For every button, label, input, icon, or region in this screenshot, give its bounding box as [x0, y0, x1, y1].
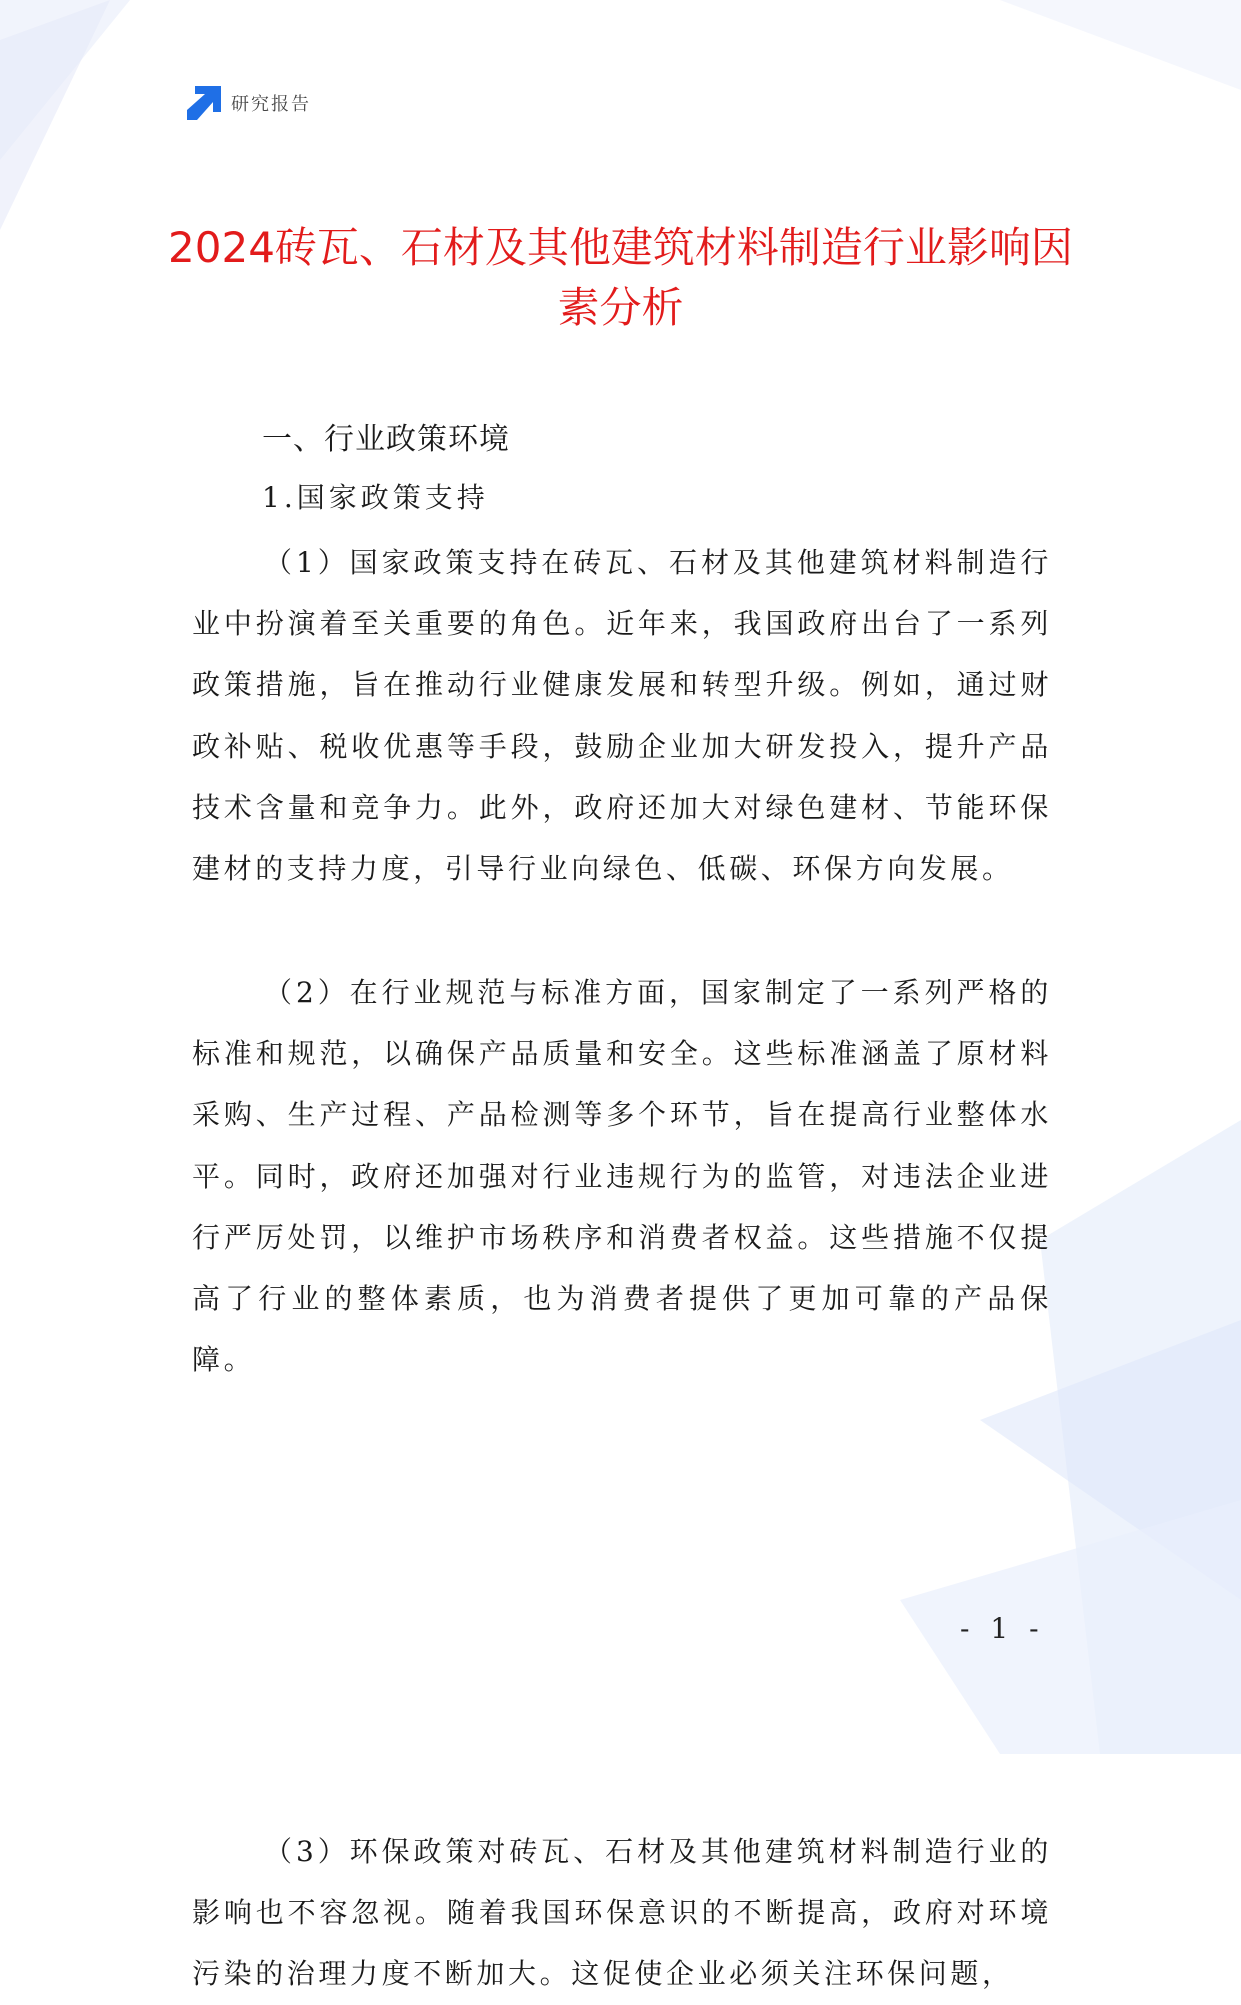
paragraph-2: （2）在行业规范与标准方面，国家制定了一系列严格的标准和规范，以确保产品质量和安全。这些标准涵盖了原材料采购、生产过程、产品检测等多个环节，旨在提高行业整体水平。同时，政府还加强对行业违规行为的监管，对违法企业进行严厉处罚，以维护市场秩序和消费者权益。这些措施不仅提高了行业的整体素质，也为消费者提供了更加可靠的产品保障。	[192, 976, 1052, 1377]
header-label: 研究报告	[231, 94, 311, 115]
paragraph-3: （3）环保政策对砖瓦、石材及其他建筑材料制造行业的影响也不容忽视。随着我国环保意识的不断提高，政府对环境污染的治理力度不断加大。这促使企业必须关注环保问题，	[192, 1835, 1052, 1991]
document-title: 2024砖瓦、石材及其他建筑材料制造行业影响因素分析	[168, 223, 1073, 332]
arrow-logo-icon	[187, 86, 221, 120]
section-heading: 一、行业政策环境	[262, 422, 510, 457]
page-number: - 1 -	[960, 1612, 1045, 1645]
paragraph-1: （1）国家政策支持在砖瓦、石材及其他建筑材料制造行业中扮演着至关重要的角色。近年来，我国政府出台了一系列政策措施，旨在推动行业健康发展和转型升级。例如，通过财政补贴、税收优惠等手段，鼓励企业加大研发投入，提升产品技术含量和竞争力。此外，政府还加大对绿色建材、节能环保建材的支持力度，引导行业向绿色、低碳、环保方向发展。	[192, 546, 1052, 886]
report-header	[187, 86, 311, 120]
subsection-heading: 1.国家政策支持	[262, 481, 489, 514]
